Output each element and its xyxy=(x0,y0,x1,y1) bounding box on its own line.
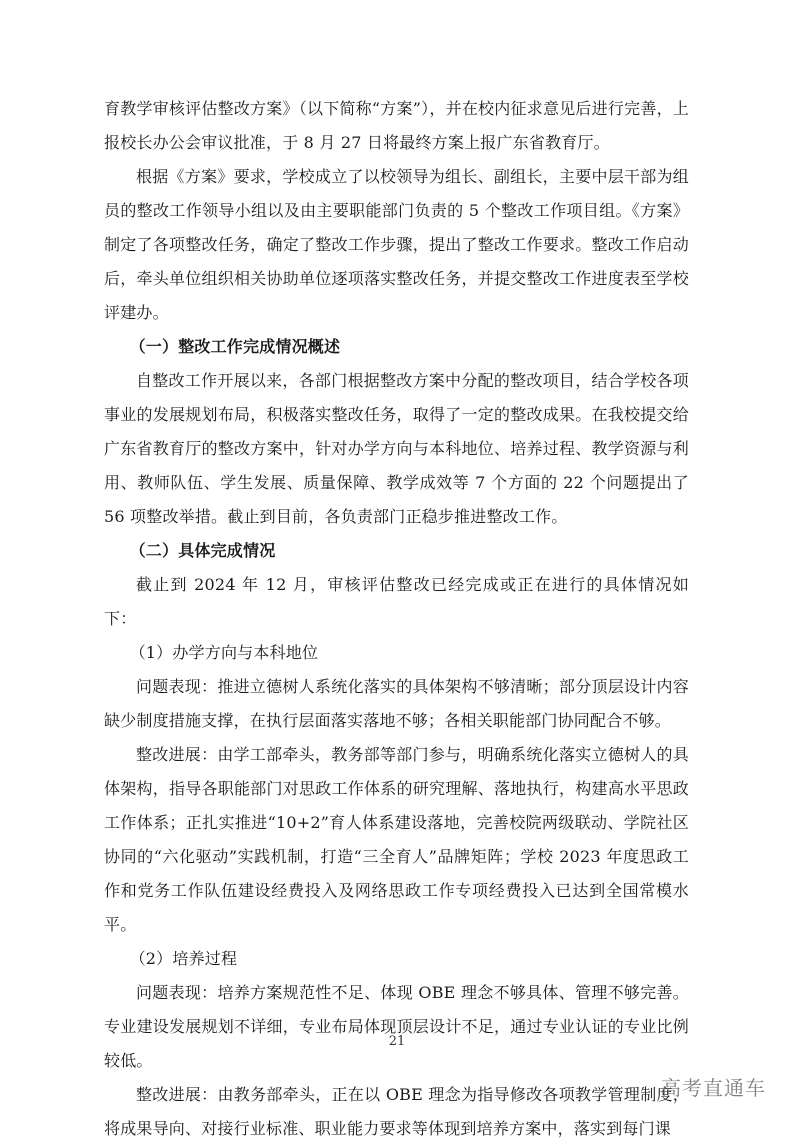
paragraph-problem-1: 问题表现：推进立德树人系统化落实的具体架构不够清晰；部分顶层设计内容缺少制度措施支撑，在执行层面落实落地不够；各相关职能部门协同配合不够。 xyxy=(104,677,689,730)
subheading-school-direction: （1）办学方向与本科地位 xyxy=(129,643,319,662)
subheading-training-process: （2）培养过程 xyxy=(129,949,238,968)
paragraph-plan-requirements: 根据《方案》要求，学校成立了以校领导为组长、副组长，主要中层干部为组员的整改工作领导小组以及由主要职能部门负责的 5 个整改工作项目组。《方案》制定了各项整改任务，确定了整改工作步骤，提出了整改工作要求。整改工作启动后，牵头单位组织相关协助单位逐项落实整改任务，并提交整改工作进度表至学校评建办。 xyxy=(104,167,689,322)
paragraph-overview: 自整改工作开展以来，各部门根据整改方案中分配的整改项目，结合学校各项事业的发展规划布局，积极落实整改任务，取得了一定的整改成果。在我校提交给广东省教育厅的整改方案中，针对办学方向与本科地位、培养过程、教学资源与利用、教师队伍、学生发展、质量保障、教学成效等 7 个方面的 22 个问题提出了 56 项整改举措。截止到目前，各负责部门正稳步推进整改工作。 xyxy=(104,371,689,526)
watermark-text: 高考直通车 xyxy=(661,1076,766,1100)
document-body xyxy=(104,92,689,1146)
paragraph-details-intro: 截止到 2024 年 12 月，审核评估整改已经完成或正在进行的具体情况如下： xyxy=(104,575,689,628)
section-heading-overview: （一）整改工作完成情况概述 xyxy=(129,337,341,356)
paragraph-progress-1: 整改进展：由学工部牵头，教务部等部门参与，明确系统化落实立德树人的具体架构，指导各职能部门对思政工作体系的研究理解、落地执行，构建高水平思政工作体系；正扎实推进“10+2”育人体系建设落地，完善校院两级联动、学院社区协同的“六化驱动”实践机制，打造“三全育人”品牌矩阵；学校 2023 年度思政工作和党务工作队伍建设经费投入及网络思政工作专项经费投入已达到全国常模水平。 xyxy=(104,745,689,934)
paragraph-continuation: 育教学审核评估整改方案》（以下简称“方案”），并在校内征求意见后进行完善，上报校长办公会审议批准，于 8 月 27 日将最终方案上报广东省教育厅。 xyxy=(104,99,689,152)
paragraph-progress-2: 整改进展：由教务部牵头，正在以 OBE 理念为指导修改各项教学管理制度，将成果导向、对接行业标准、职业能力要求等体现到培养方案中，落实到每门课 xyxy=(104,1085,689,1138)
section-heading-details: （二）具体完成情况 xyxy=(129,541,276,560)
page-number: 21 xyxy=(388,1034,406,1049)
paragraph-problem-2: 问题表现：培养方案规范性不足、体现 OBE 理念不够具体、管理不够完善。专业建设发展规划不详细，专业布局体现顶层设计不足，通过专业认证的专业比例较低。 xyxy=(104,983,689,1070)
